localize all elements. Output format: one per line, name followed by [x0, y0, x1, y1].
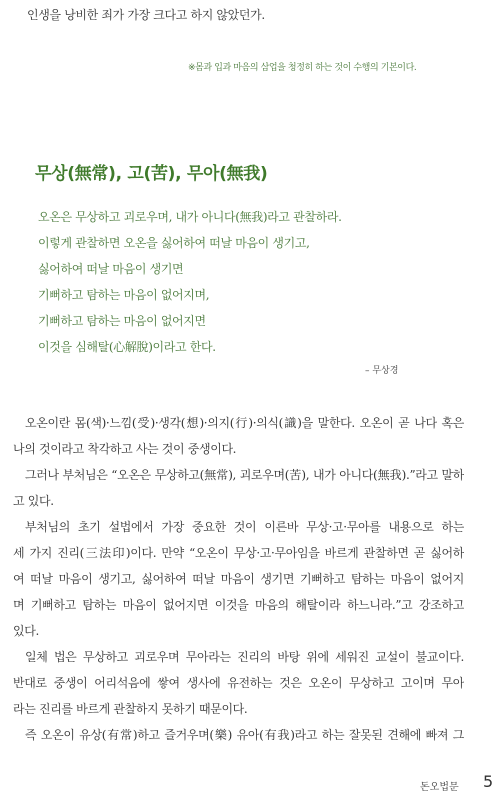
body-line: 있다. — [13, 624, 39, 638]
body-line: 그러나 부처님은 “오온은 무상하고(無常), 괴로우며(苦), 내가 아니다(無我).”라고 말하 — [25, 468, 464, 482]
verse-line: 기뻐하고 탐하는 마음이 없어지며, — [38, 288, 210, 302]
body-line: 부처님의 초기 설법에서 가장 중요한 것이 이른바 무상·고·무아를 내용으로 하는 — [25, 520, 464, 534]
verse-line: 오온은 무상하고 괴로우며, 내가 아니다(無我)라고 관찰하라. — [38, 210, 342, 224]
page-number: 5 — [483, 772, 494, 791]
body-line: 라는 진리를 바르게 관찰하지 못하기 때문이다. — [13, 702, 248, 716]
source-citation: – 무상경 — [365, 366, 399, 376]
verse-line: 싫어하여 떠날 마음이 생기면 — [38, 262, 184, 276]
body-line: 고 있다. — [13, 494, 54, 508]
body-line: 오온이란 몸(색)·느낌(受)·생각(想)·의지(行)·의식(識)을 말한다. 오온이 곧 나다 혹은 — [25, 416, 464, 430]
top-text-line: 인생을 낭비한 죄가 가장 크다고 하지 않았던가. — [27, 8, 265, 22]
body-line: 며 기뻐하고 탐하는 마음이 없어지면 이것을 마음의 해탈이라 하느니라.”고 강조하고 — [13, 598, 464, 612]
footer-book-title: 돈오법문 — [420, 782, 459, 793]
body-line: 세 가지 진리(三法印)이다. 만약 “오온이 무상·고·무아임을 바르게 관찰하면 곧 싫어하 — [13, 546, 464, 560]
body-line: 즉 오온이 유상(有常)하고 즐거우며(樂) 유아(有我)라고 하는 잘못된 견해에 빠져 그 — [25, 728, 464, 742]
verse-line: 기뻐하고 탐하는 마음이 없어지면 — [38, 314, 206, 328]
section-heading: 무상(無常), 고(苦), 무아(無我) — [35, 164, 268, 184]
body-line: 나의 것이라고 착각하고 사는 것이 중생이다. — [13, 442, 237, 456]
body-line: 반대로 중생이 어리석음에 쌓여 생사에 유전하는 것은 오온이 무상하고 고이며 무아 — [13, 676, 464, 690]
verse-line: 이것을 심해탈(心解脫)이라고 한다. — [38, 340, 216, 354]
note-line: ※몸과 입과 마음의 삼업을 청정히 하는 것이 수행의 기본이다. — [188, 63, 417, 73]
body-line: 여 떠날 마음이 생기고, 싫어하여 떠날 마음이 생기면 기뻐하고 탐하는 마음이 없어지 — [13, 572, 464, 586]
verse-line: 이렇게 관찰하면 오온을 싫어하여 떠날 마음이 생기고, — [38, 236, 310, 250]
body-line: 일체 법은 무상하고 괴로우며 무아라는 진리의 바탕 위에 세워진 교설이 불교이다. — [25, 650, 464, 664]
